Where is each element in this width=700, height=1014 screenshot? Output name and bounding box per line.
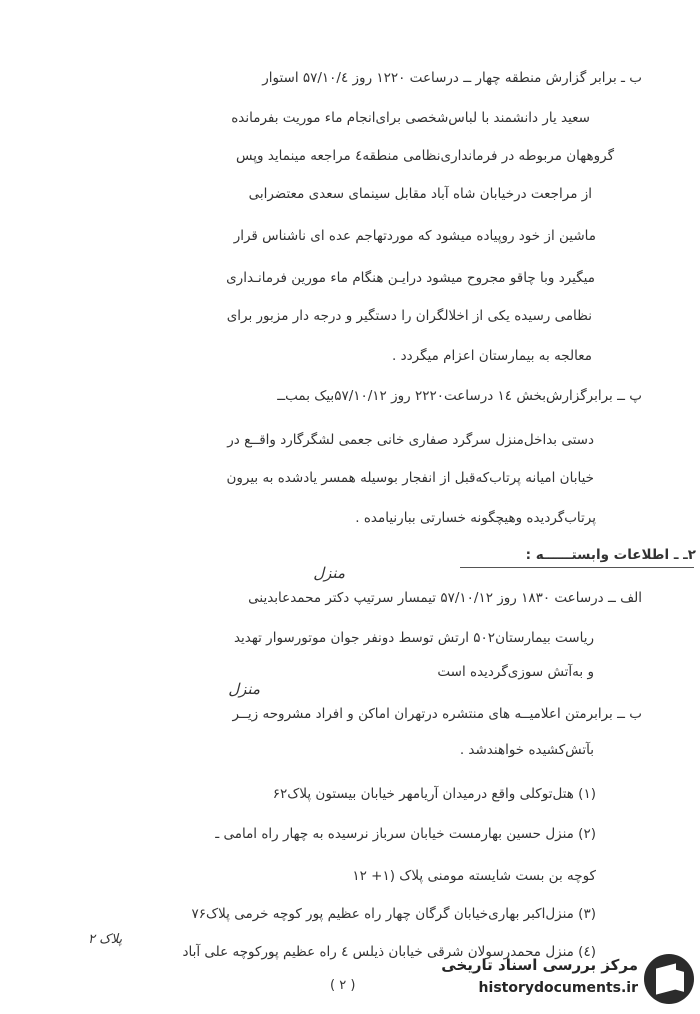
list-item-2-cont: کوچه بن بست شایسته مومنی پلاک (۱+ ۱۲ <box>352 868 596 884</box>
doc-line-05: ماشین از خود روپیاده میشود که موردتهاجم عده ای ناشناس قرار <box>233 228 596 244</box>
list-item-2: (۲) منزل حسین بهارمست خیابان سرباز نرسیده به چهار راه امامی ـ <box>215 826 596 842</box>
watermark-name: مرکز بررسی اسناد تاریخی <box>441 956 638 974</box>
document-archive-logo-icon <box>644 954 694 1004</box>
doc-line-02: سعید یار دانشمند با لباس‌شخصی برای‌انجام ماء موریت بفرمانده <box>231 110 590 126</box>
doc-line-17: ب ــ برابرمتن اعلامیــه های منتشره درتهران اماکن و افراد مشروحه زیــر <box>232 706 642 722</box>
doc-line-06: میگیرد وبا چاقو مجروح میشود درایـن هنگام ماء مورین فرمانـداری <box>226 270 595 286</box>
section-underline <box>460 567 694 568</box>
doc-line-14: الف ــ درساعت ۱۸۳۰ روز ۵۷/۱۰/۱۲ تیمسار سرتیپ دکتر محمدعابدینی <box>248 590 642 606</box>
section-heading: ۲ـ ـ اطلاعات وابستــــــه : <box>525 547 696 563</box>
page-number: ( ۲ ) <box>330 978 356 993</box>
list-item-4: (٤) منزل محمدرسولان شرقی خیابان ذیلس ٤ راه عظیم پورکوچه علی آباد <box>182 944 596 960</box>
handwritten-plate-note: پلاک ۲ <box>88 932 123 947</box>
doc-line-10: دستی بداخل‌منزل سرگرد صفاری خانی جعمی لشگرگارد واقــع در <box>227 432 594 448</box>
doc-line-04: از مراجعت درخیابان شاه آباد مقابل سینمای سعدی معتضرابی <box>248 186 592 202</box>
doc-line-16: و به‌آتش سوزی‌گردیده است <box>437 664 594 680</box>
doc-line-08: معالجه به بیمارستان اعزام میگردد . <box>392 348 592 364</box>
watermark <box>432 950 694 1008</box>
doc-line-01: ب ـ برابر گزارش منطقه چهار ــ درساعت ۱۲۲۰ روز ۵۷/۱۰/٤ استوار <box>262 70 642 86</box>
doc-line-07: نظامی رسیده یکی از اخلالگران را دستگیر و درجه دار مزبور برای <box>226 308 592 324</box>
handwritten-note-over-date: منزل <box>313 564 345 582</box>
watermark-site: historydocuments.ir <box>478 980 638 996</box>
doc-line-09: پ ــ برابرگزارش‌بخش ١٤ درساعت۲۲۲۰ روز ۵۷/۱۰/۱۲بیک بمب‌ــ <box>277 388 642 404</box>
list-item-1: (۱) هتل‌توکلی واقع درمیدان آریامهر خیابان بیستون پلاک۶۲ <box>272 786 596 802</box>
doc-line-18: بآتش‌کشیده خواهندشد . <box>459 742 594 758</box>
handwritten-note-over-afrad: منزل <box>228 680 260 698</box>
doc-line-12: پرتاب‌گردیده وهیچگونه خسارتی ببارنیامده . <box>355 510 596 526</box>
doc-line-15: ریاست بیمارستان۵۰۲ ارتش توسط دونفر جوان موتورسوار تهدید <box>233 630 594 646</box>
list-item-3: (۳) منزل‌اکبر بهاری‌خیابان گرگان چهار راه عظیم پور کوچه خرمی پلاک۷۶ <box>191 906 596 922</box>
doc-line-11: خیابان امیانه پرتاب‌که‌قبل از انفجار بوسیله همسر یادشده به بیرون <box>226 470 594 486</box>
doc-line-03: گروههان مربوطه در فرمانداری‌نظامی منطقه٤ مراجعه مینماید وپس <box>236 148 614 164</box>
